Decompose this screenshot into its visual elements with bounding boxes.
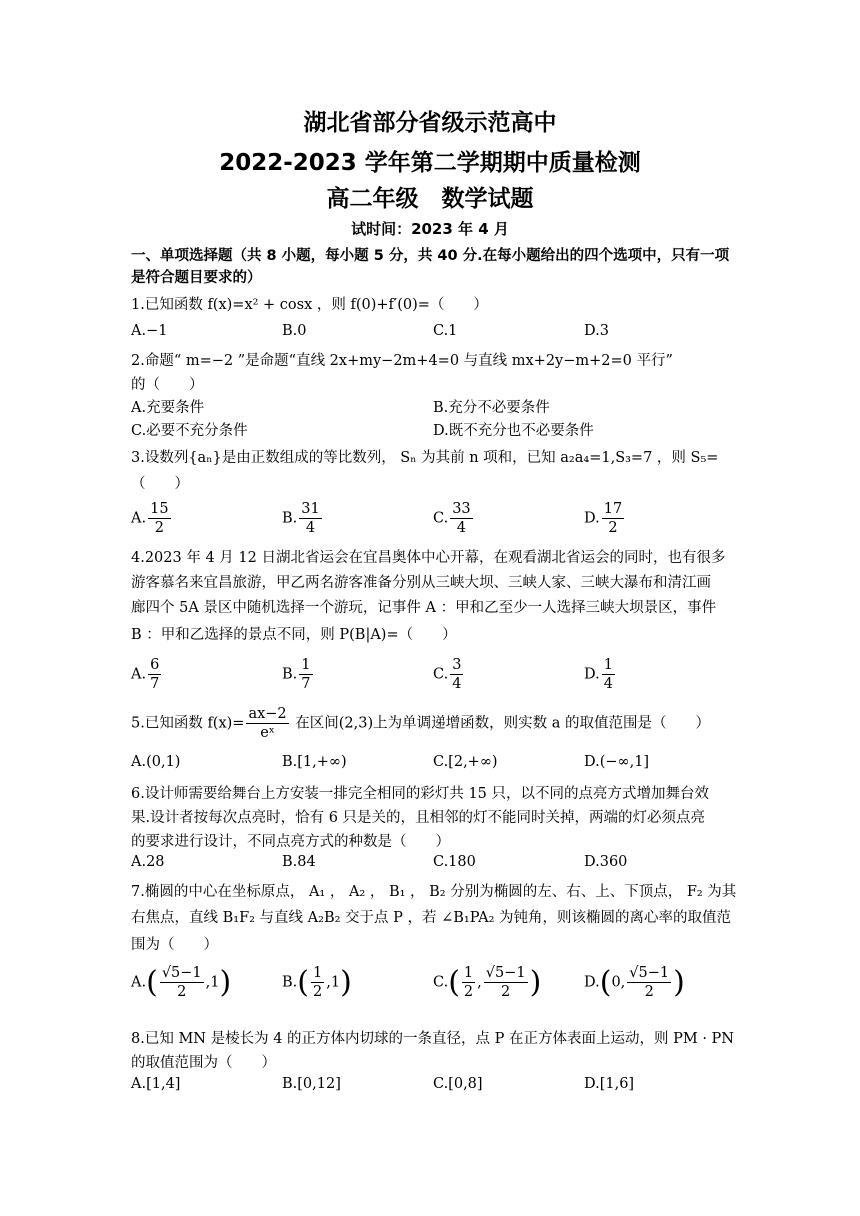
q8-stem-line1: 8.已知 MN 是棱长为 4 的正方体内切球的一条直径，点 P 在正方体表面上运动，则 PM · PN	[131, 1031, 734, 1047]
q2-option-d: D.既不充分也不必要条件	[433, 423, 594, 439]
q3-option-b-den: 4	[305, 520, 316, 536]
q7-option-c-comma: ,	[477, 974, 482, 991]
q7-option-a-fraction	[160, 964, 204, 1001]
q7-option-c-den-2: 2	[501, 984, 511, 1000]
q5-option-d: D.(−∞,1]	[584, 754, 650, 770]
q5-prefix: 5.已知函数 f(x)=	[131, 715, 245, 732]
q8-stem-line2: 的取值范围为（ ）	[131, 1055, 276, 1071]
section-heading-line1: 一、单项选择题（共 8 小题，每小题 5 分，共 40 分.在每小题给出的四个选项中，只有一项	[131, 248, 730, 264]
q7-stem-line3: 围为（ ）	[131, 937, 218, 953]
q4-option-c-den: 4	[452, 676, 462, 692]
q7-option-c-num-1: 1	[463, 965, 474, 981]
q7-option-b-lparen: (	[297, 965, 309, 1000]
q3-option-b-fraction	[299, 500, 321, 537]
q3-option-a	[131, 500, 173, 537]
q3-option-a-label: A.	[131, 510, 147, 527]
q8-option-c: C.[0,8]	[433, 1076, 483, 1092]
subject-title: 高二年级 数学试题	[326, 186, 534, 212]
q5-frac-den: eˣ	[260, 725, 275, 741]
q5-option-b: B.[1,+∞)	[282, 754, 347, 770]
q4-option-d-num: 1	[603, 657, 613, 673]
q3-option-b	[282, 500, 324, 537]
q6-stem-line3: 的要求进行设计，不同点亮方式的种数是（ ）	[131, 834, 450, 850]
q7-option-c-num-2: √5−1	[485, 965, 526, 981]
q7-option-b-num: 1	[312, 965, 323, 981]
q3-option-c	[433, 500, 475, 537]
q7-option-b-upper: ,1	[326, 974, 341, 991]
q2-option-c: C.必要不充分条件	[131, 423, 248, 439]
q7-option-b-fraction	[311, 964, 324, 1001]
q7-option-c	[433, 964, 541, 1001]
q5-option-a: A.(0,1)	[131, 754, 181, 770]
q1-option-a: A.−1	[131, 323, 168, 339]
q7-option-c-den-1: 2	[463, 984, 474, 1000]
q3-stem-line1: 3.设数列{aₙ}是由正数组成的等比数列， Sₙ 为其前 n 项和，已知 a₂a₄=1,S₃=7 ，则 S₅=	[131, 450, 719, 466]
q4-option-d	[584, 656, 617, 693]
q4-option-d-den: 4	[603, 676, 613, 692]
q3-option-d-label: D.	[584, 510, 600, 527]
q7-option-d-fraction	[627, 964, 671, 1001]
q5-fraction	[246, 705, 288, 742]
q7-option-c-fraction-2	[484, 964, 528, 1001]
q8-option-a: A.[1,4]	[131, 1076, 181, 1092]
q3-option-b-num: 31	[301, 501, 320, 517]
q3-option-c-label: C.	[433, 510, 449, 527]
q4-option-c-label: C.	[433, 666, 449, 683]
q7-option-c-rparen: )	[529, 965, 542, 1000]
q3-option-a-den: 2	[154, 520, 164, 536]
q1-stem: 1.已知函数 f(x)=x² + cosx ，则 f(0)+f′(0)=（ ）	[131, 297, 488, 313]
q7-option-c-label: C.	[433, 974, 449, 991]
q4-option-b	[282, 656, 315, 693]
q7-option-a-rparen: )	[219, 965, 232, 1000]
q8-option-b: B.[0,12]	[282, 1076, 341, 1092]
q1-option-d: D.3	[584, 323, 609, 339]
exam-time: 试时间：2023 年 4 月	[351, 220, 509, 238]
q4-option-a-den: 7	[150, 676, 160, 692]
q3-option-a-fraction	[148, 500, 170, 537]
q3-stem-line2: （ ）	[131, 476, 189, 492]
q6-stem-line2: 果.设计者按每次点亮时，恰有 6 只是关的，且相邻的灯不能同时关掉，两端的灯必须点亮	[131, 810, 706, 826]
q3-option-c-den: 4	[456, 520, 467, 536]
q4-option-a-num: 6	[150, 657, 160, 673]
q4-option-d-fraction	[602, 656, 615, 693]
q4-option-b-fraction	[299, 656, 312, 693]
q7-option-d-lparen: (	[599, 965, 612, 1000]
q4-option-b-label: B.	[282, 666, 298, 683]
q3-option-b-label: B.	[282, 510, 298, 527]
section-heading-line2: 是符合题目要求的）	[131, 270, 262, 286]
q7-option-b	[282, 964, 352, 1001]
q7-option-a	[131, 964, 231, 1001]
q7-option-d-rparen: )	[673, 965, 685, 1000]
q5-stem	[131, 705, 731, 742]
q7-option-b-rparen: )	[340, 965, 352, 1000]
q4-stem-line2: 游客慕名来宜昌旅游，甲乙两名游客准备分别从三峡大坝、三峡人家、三峡大瀑布和清江画	[131, 575, 711, 591]
q7-option-d-lower: 0,	[611, 974, 626, 991]
q5-option-c: C.[2,+∞)	[433, 754, 498, 770]
q4-stem-line3: 廊四个 5A 景区中随机选择一个游玩，记事件 A ：甲和乙至少一人选择三峡大坝景区，事件	[131, 600, 717, 616]
q5-suffix: 在区间(2,3)上为单调递增函数，则实数 a 的取值范围是（ ）	[290, 715, 710, 732]
q7-option-c-lparen: (	[448, 965, 460, 1000]
q2-option-b: B.充分不必要条件	[433, 400, 550, 416]
q3-option-d-den: 2	[608, 520, 618, 536]
q4-option-a-label: A.	[131, 666, 147, 683]
q6-option-a: A.28	[131, 854, 165, 870]
q4-stem-line1: 4.2023 年 4 月 12 日湖北省运会在宜昌奥体中心开幕，在观看湖北省运会的同时，也有很多	[131, 550, 726, 566]
q4-option-a	[131, 656, 163, 693]
q7-option-b-den: 2	[312, 984, 323, 1000]
q1-option-b: B.0	[282, 323, 307, 339]
q3-option-c-fraction	[450, 500, 472, 537]
q7-option-b-label: B.	[282, 974, 298, 991]
q6-option-d: D.360	[584, 854, 628, 870]
q4-option-c	[433, 656, 465, 693]
q2-stem-line1: 2.命题“ m=−2 ”是命题“直线 2x+my−2m+4=0 与直线 mx+2y−m+2=0 平行”	[131, 353, 673, 369]
q3-option-d-fraction	[602, 500, 624, 537]
school-title: 湖北省部分省级示范高中	[303, 110, 557, 136]
q7-option-a-den: 2	[177, 984, 187, 1000]
q7-option-d	[584, 964, 685, 1001]
q2-stem-line2: 的（ ）	[131, 377, 204, 393]
q7-option-a-num: √5−1	[161, 965, 202, 981]
q2-option-a: A.充要条件	[131, 400, 205, 416]
q4-option-c-fraction	[450, 656, 463, 693]
term-title: 2022-2023 学年第二学期期中质量检测	[219, 150, 641, 176]
q4-option-c-num: 3	[452, 657, 462, 673]
q7-option-a-label: A.	[131, 974, 147, 991]
q8-option-d: D.[1,6]	[584, 1076, 635, 1092]
q7-option-a-upper: ,1	[205, 974, 220, 991]
q6-stem-line1: 6.设计师需要给舞台上方安装一排完全相同的彩灯共 15 只，以不同的点亮方式增加舞台效	[131, 786, 709, 802]
q4-option-a-fraction	[148, 656, 161, 693]
q3-option-d-num: 17	[603, 501, 623, 517]
q4-option-d-label: D.	[584, 666, 600, 683]
q1-option-c: C.1	[433, 323, 458, 339]
q5-frac-num: ax−2	[248, 706, 287, 722]
q3-option-a-num: 15	[150, 501, 169, 517]
q4-option-b-num: 1	[301, 657, 311, 673]
q6-option-c: C.180	[433, 854, 476, 870]
q4-option-b-den: 7	[301, 676, 311, 692]
q6-option-b: B.84	[282, 854, 316, 870]
q7-option-d-num: √5−1	[629, 965, 670, 981]
q7-option-d-label: D.	[584, 974, 600, 991]
q3-option-c-num: 33	[452, 501, 471, 517]
q3-option-d	[584, 500, 626, 537]
q7-stem-line2: 右焦点，直线 B₁F₂ 与直线 A₂B₂ 交于点 P ，若 ∠B₁PA₂ 为钝角，则该椭圆的离心率的取值范	[131, 910, 732, 926]
q7-option-a-lparen: (	[146, 965, 158, 1000]
q4-stem-line4: B ：甲和乙选择的景点不同，则 P(B|A)=（ ）	[131, 627, 457, 643]
q7-stem-line1: 7.椭圆的中心在坐标原点， A₁ ， A₂ ， B₁ ， B₂ 分别为椭圆的左、右、上、下顶点， F₂ 为其	[131, 884, 737, 900]
q7-option-c-fraction-1	[462, 964, 475, 1001]
q7-option-d-den: 2	[644, 984, 654, 1000]
